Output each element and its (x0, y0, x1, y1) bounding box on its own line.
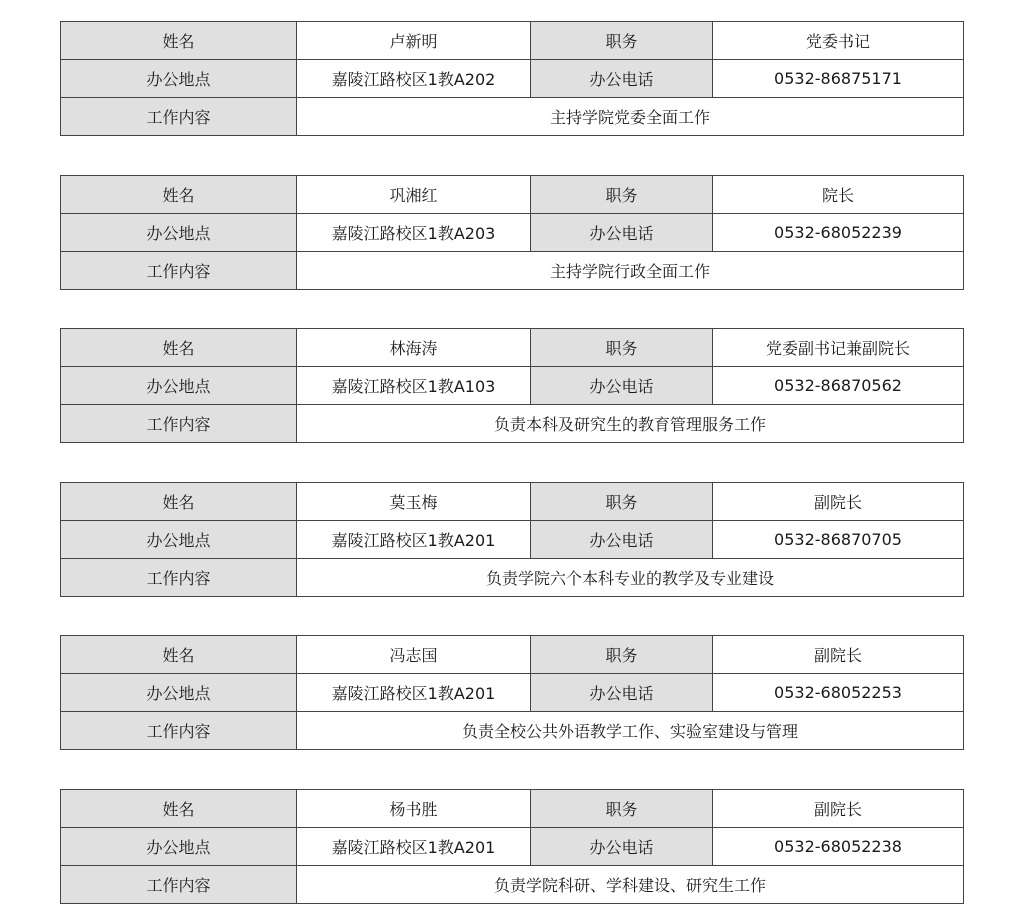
duties-label: 工作内容 (61, 712, 297, 750)
staff-phone: 0532-86875171 (713, 60, 964, 98)
staff-row-office (61, 521, 964, 559)
staff-phone: 0532-68052238 (713, 828, 964, 866)
duties-label: 工作内容 (61, 405, 297, 443)
phone-label: 办公电话 (531, 521, 713, 559)
staff-row-name (61, 790, 964, 828)
staff-duties: 主持学院党委全面工作 (297, 98, 964, 136)
name-label: 姓名 (61, 790, 297, 828)
staff-row-duties (61, 98, 964, 136)
staff-position: 党委书记 (713, 22, 964, 60)
staff-row-name (61, 176, 964, 214)
staff-position: 副院长 (713, 483, 964, 521)
position-label: 职务 (531, 636, 713, 674)
office-label: 办公地点 (61, 367, 297, 405)
staff-row-name (61, 22, 964, 60)
position-label: 职务 (531, 22, 713, 60)
staff-duties: 负责学院科研、学科建设、研究生工作 (297, 866, 964, 904)
staff-row-office (61, 367, 964, 405)
staff-duties: 负责全校公共外语教学工作、实验室建设与管理 (297, 712, 964, 750)
staff-phone: 0532-86870705 (713, 521, 964, 559)
position-label: 职务 (531, 790, 713, 828)
staff-row-office (61, 60, 964, 98)
phone-label: 办公电话 (531, 367, 713, 405)
staff-card (60, 328, 964, 443)
office-label: 办公地点 (61, 60, 297, 98)
name-label: 姓名 (61, 329, 297, 367)
position-label: 职务 (531, 176, 713, 214)
office-label: 办公地点 (61, 828, 297, 866)
staff-row-name (61, 329, 964, 367)
staff-row-duties (61, 559, 964, 597)
staff-card (60, 635, 964, 750)
staff-office: 嘉陵江路校区1教A203 (297, 214, 531, 252)
staff-office: 嘉陵江路校区1教A201 (297, 828, 531, 866)
staff-phone: 0532-68052239 (713, 214, 964, 252)
phone-label: 办公电话 (531, 214, 713, 252)
staff-row-duties (61, 712, 964, 750)
staff-position: 副院长 (713, 636, 964, 674)
staff-office: 嘉陵江路校区1教A201 (297, 674, 531, 712)
position-label: 职务 (531, 483, 713, 521)
staff-row-duties (61, 252, 964, 290)
name-label: 姓名 (61, 483, 297, 521)
staff-office: 嘉陵江路校区1教A103 (297, 367, 531, 405)
position-label: 职务 (531, 329, 713, 367)
staff-card (60, 175, 964, 290)
staff-name: 巩湘红 (297, 176, 531, 214)
staff-row-duties (61, 866, 964, 904)
staff-name: 莫玉梅 (297, 483, 531, 521)
staff-row-office (61, 214, 964, 252)
phone-label: 办公电话 (531, 674, 713, 712)
staff-row-office (61, 674, 964, 712)
office-label: 办公地点 (61, 521, 297, 559)
staff-row-name (61, 636, 964, 674)
office-label: 办公地点 (61, 214, 297, 252)
duties-label: 工作内容 (61, 559, 297, 597)
staff-duties: 主持学院行政全面工作 (297, 252, 964, 290)
phone-label: 办公电话 (531, 60, 713, 98)
staff-row-name (61, 483, 964, 521)
staff-duties: 负责本科及研究生的教育管理服务工作 (297, 405, 964, 443)
staff-office: 嘉陵江路校区1教A201 (297, 521, 531, 559)
name-label: 姓名 (61, 636, 297, 674)
staff-name: 卢新明 (297, 22, 531, 60)
duties-label: 工作内容 (61, 98, 297, 136)
staff-phone: 0532-86870562 (713, 367, 964, 405)
office-label: 办公地点 (61, 674, 297, 712)
staff-name: 冯志国 (297, 636, 531, 674)
phone-label: 办公电话 (531, 828, 713, 866)
staff-position: 副院长 (713, 790, 964, 828)
staff-name: 杨书胜 (297, 790, 531, 828)
staff-office: 嘉陵江路校区1教A202 (297, 60, 531, 98)
staff-phone: 0532-68052253 (713, 674, 964, 712)
staff-name: 林海涛 (297, 329, 531, 367)
staff-position: 党委副书记兼副院长 (713, 329, 964, 367)
staff-card (60, 21, 964, 136)
staff-row-office (61, 828, 964, 866)
name-label: 姓名 (61, 22, 297, 60)
staff-card (60, 482, 964, 597)
staff-card (60, 789, 964, 904)
staff-row-duties (61, 405, 964, 443)
duties-label: 工作内容 (61, 252, 297, 290)
staff-duties: 负责学院六个本科专业的教学及专业建设 (297, 559, 964, 597)
staff-position: 院长 (713, 176, 964, 214)
name-label: 姓名 (61, 176, 297, 214)
duties-label: 工作内容 (61, 866, 297, 904)
